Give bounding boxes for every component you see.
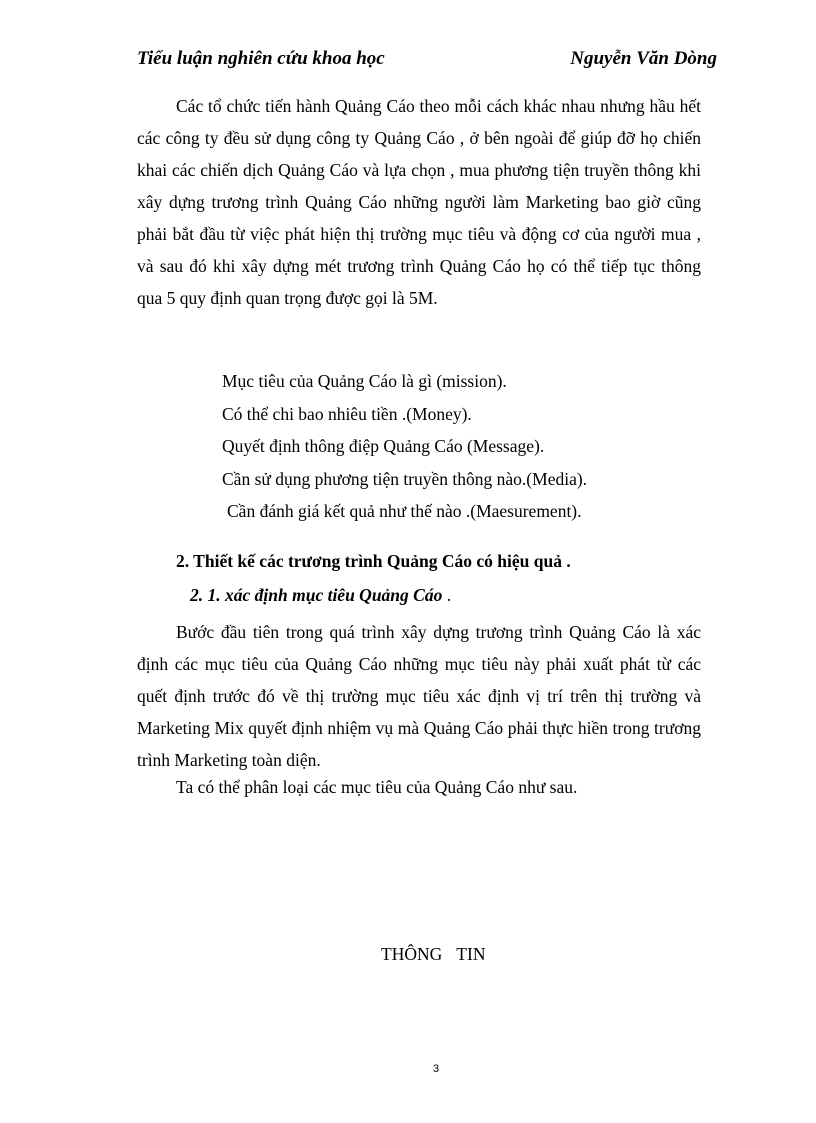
page-number: 3 xyxy=(432,1063,440,1075)
list-item: Quyết định thông điệp Quảng Cáo (Message). xyxy=(222,436,545,456)
list-item: Cần đánh giá kết quả như thế nào .(Maesurement). xyxy=(227,501,582,521)
classify-paragraph: Ta có thể phân loại các mục tiêu của Quảng Cáo như sau. xyxy=(176,777,578,797)
page-header xyxy=(137,48,717,74)
header-author: Nguyễn Văn Dòng xyxy=(570,48,717,69)
center-label: THÔNG TIN xyxy=(381,944,486,964)
list-item: Cần sử dụng phương tiện truyền thông nào.(Media). xyxy=(222,468,588,489)
five-m-list xyxy=(222,365,587,528)
subheading-text: 2. 1. xác định mục tiêu Quảng Cáo xyxy=(190,585,443,605)
objectives-paragraph: Bước đầu tiên trong quá trình xây dựng trương trình Quảng Cáo là xác định các mục tiêu của Quảng Cáo những mục tiêu này phải xuất phát từ các quết định trước đó về thị trường mục tiêu xác định vị trí trên thị trường và Marketing Mix quyết định nhiệm vụ mà Quảng Cáo phải thực hiền trong trương trình Marketing toàn diện. xyxy=(137,622,701,770)
section-heading: 2. Thiết kế các trương trình Quảng Cáo có hiệu quả . xyxy=(176,551,571,571)
subheading-tail: . xyxy=(442,585,452,605)
list-item: Có thể chi bao nhiêu tiền .(Money). xyxy=(222,403,472,424)
header-title: Tiểu luận nghiên cứu khoa học xyxy=(137,48,385,69)
intro-paragraph: Các tổ chức tiến hành Quảng Cáo theo mỗi cách khác nhau nhưng hầu hết các công ty đều sử dụng công ty Quảng Cáo , ở bên ngoài để giúp đỡ họ chiến khai các chiến dịch Quảng Cáo và lựa chọn , mua phương tiện truyền thông khi xây dựng trương trình Quảng Cáo những người làm Marketing bao giờ cũng phải bắt đầu từ việc phát hiện thị trường mục tiêu và động cơ của người mua , và sau đó khi xây dựng mét trương trình Quảng Cáo họ có thể tiếp tục thông qua 5 quy định quan trọng được gọi là 5M. xyxy=(137,96,701,308)
list-item: Mục tiêu của Quảng Cáo là gì (mission). xyxy=(222,371,507,391)
section-subheading xyxy=(190,585,451,606)
